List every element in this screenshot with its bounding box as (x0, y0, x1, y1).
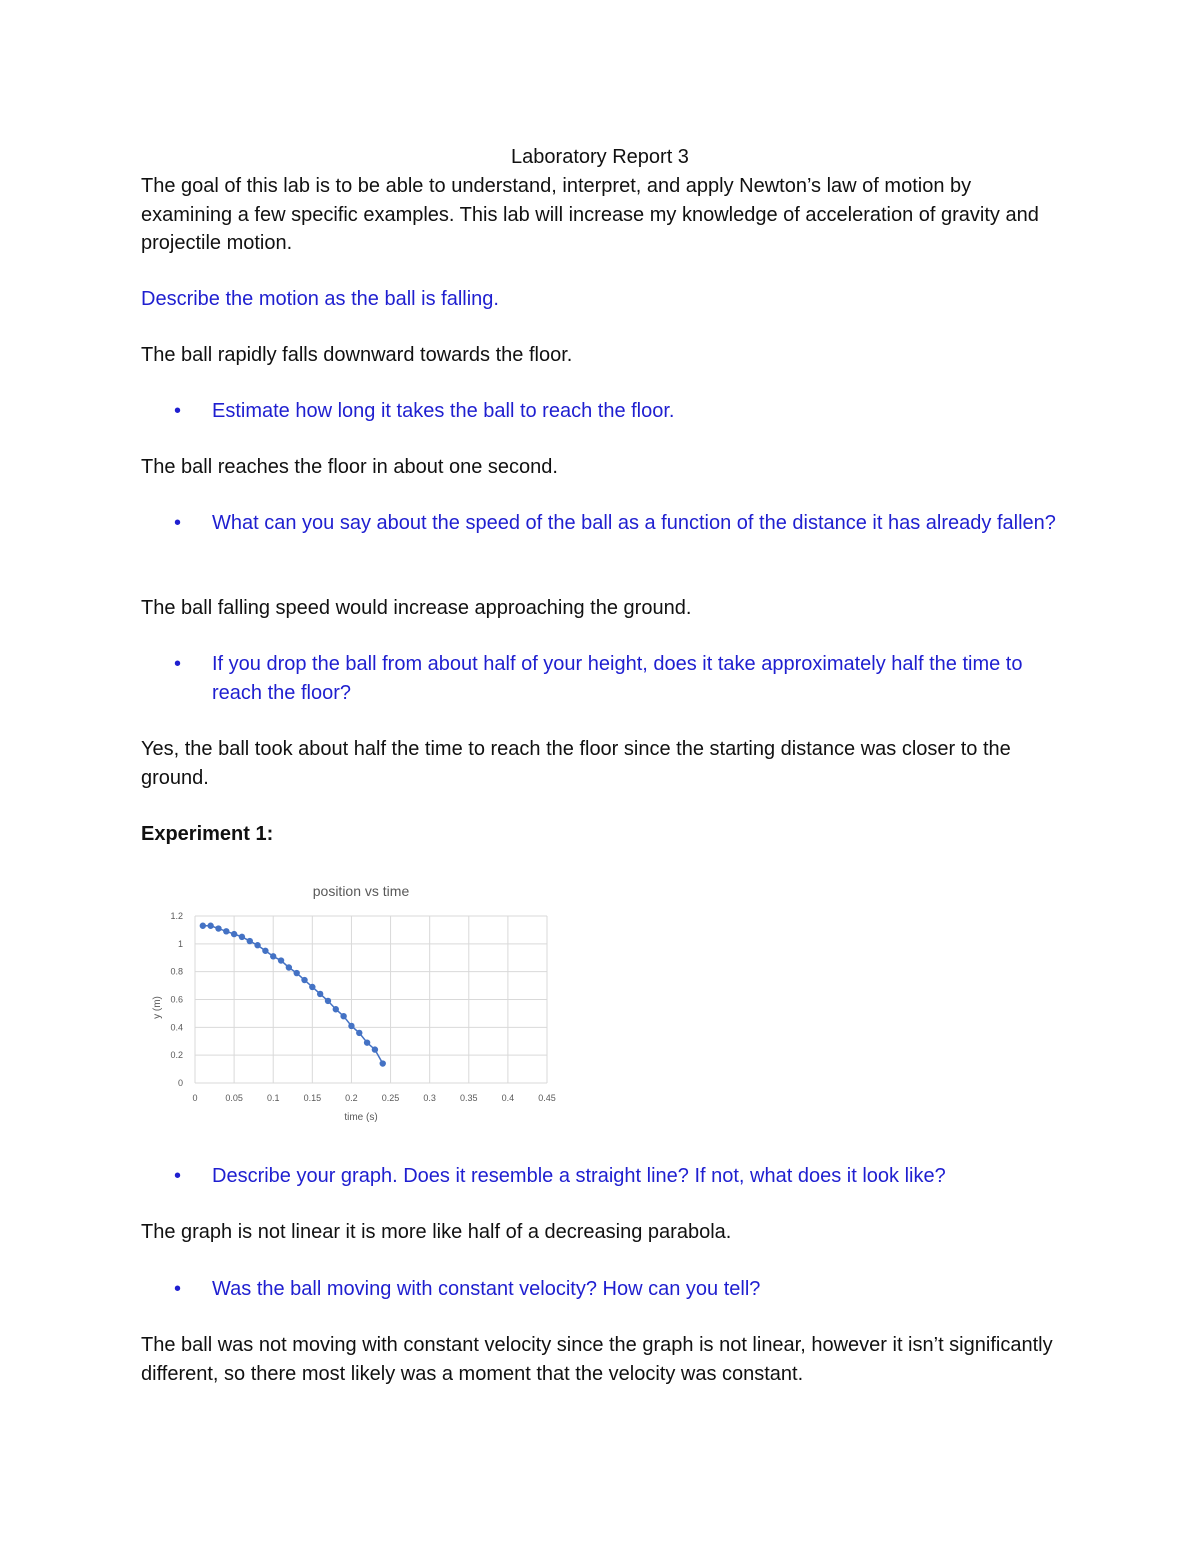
y-tick-label: 0.4 (170, 1022, 183, 1033)
answer-graph: The graph is not linear it is more like half of a decreasing parabola. (141, 1221, 732, 1243)
y-tick-label: 1.2 (170, 911, 183, 921)
bullet-icon: • (174, 1165, 182, 1187)
position-time-chart (140, 876, 570, 1131)
data-point (325, 998, 331, 1004)
question-graph: Describe your graph. Does it resemble a straight line? If not, what does it look like? (212, 1165, 946, 1187)
answer-half-height: Yes, the ball took about half the time to reach the floor since the starting distance was closer to the ground. (141, 738, 1011, 789)
answer-motion: The ball rapidly falls downward towards the floor. (141, 344, 573, 366)
question-time: Estimate how long it takes the ball to reach the floor. (212, 400, 675, 422)
answer-velocity: The ball was not moving with constant velocity since the graph is not linear, however it isn’t significantly different, so there most likely was a moment that the velocity was constant. (141, 1334, 1053, 1385)
data-point (286, 964, 292, 970)
x-tick-label: 0.4 (501, 1093, 515, 1103)
data-point (207, 923, 213, 929)
data-point (215, 925, 221, 931)
answer-speed: The ball falling speed would increase approaching the ground. (141, 597, 692, 619)
data-point (231, 931, 237, 937)
experiment-heading: Experiment 1: (141, 823, 274, 845)
data-point (340, 1013, 346, 1019)
bullet-icon: • (174, 653, 182, 675)
question-velocity: Was the ball moving with constant velocity? How can you tell? (212, 1278, 761, 1300)
question-speed: What can you say about the speed of the ball as a function of the distance it has already fallen? (212, 512, 1056, 534)
y-tick-label: 0.8 (170, 966, 183, 977)
x-tick-label: 0.05 (225, 1093, 243, 1103)
intro-paragraph: The goal of this lab is to be able to understand, interpret, and apply Newton’s law of motion by examining a few specific examples. This lab will increase my knowledge of acceleration of gravity and projectile motion. (141, 175, 1039, 254)
data-point (254, 942, 260, 948)
data-point (223, 928, 229, 934)
data-point (293, 970, 299, 976)
y-tick-label: 0 (177, 1078, 183, 1088)
x-tick-label: 0.35 (460, 1093, 478, 1103)
data-point (364, 1039, 370, 1045)
data-point (239, 934, 245, 940)
data-point (278, 957, 284, 963)
chart-title: position vs time (312, 883, 410, 899)
data-point (348, 1023, 354, 1029)
data-point (309, 984, 315, 990)
question-motion: Describe the motion as the ball is falling. (141, 288, 499, 310)
x-tick-label: 0.45 (538, 1093, 556, 1103)
data-point (333, 1006, 339, 1012)
y-tick-label: 0.2 (170, 1050, 183, 1061)
question-half-height: If you drop the ball from about half of your height, does it take approximately half the time to reach the floor? (212, 653, 1023, 704)
x-axis-label: time (s) (344, 1112, 378, 1123)
x-tick-label: 0.1 (266, 1093, 280, 1103)
x-tick-label: 0 (192, 1093, 198, 1103)
data-point (372, 1046, 378, 1052)
y-tick-label: 1 (177, 938, 183, 949)
data-point (270, 953, 276, 959)
bullet-icon: • (174, 512, 182, 534)
series-line (203, 926, 383, 1064)
data-point (317, 991, 323, 997)
data-point (247, 938, 253, 944)
x-tick-label: 0.3 (423, 1093, 436, 1103)
x-tick-label: 0.15 (303, 1093, 322, 1103)
bullet-icon: • (174, 1278, 182, 1300)
data-point (380, 1060, 386, 1066)
report-title: Laboratory Report 3 (511, 146, 689, 168)
data-point (301, 977, 307, 983)
y-tick-label: 0.6 (170, 994, 183, 1005)
y-axis-label: y (m) (152, 996, 163, 1019)
data-point (200, 923, 206, 929)
answer-time: The ball reaches the floor in about one second. (141, 456, 558, 478)
x-tick-label: 0.2 (345, 1093, 358, 1103)
bullet-icon: • (174, 400, 182, 422)
data-point (356, 1030, 362, 1036)
x-tick-label: 0.25 (381, 1093, 400, 1103)
data-point (262, 948, 268, 954)
